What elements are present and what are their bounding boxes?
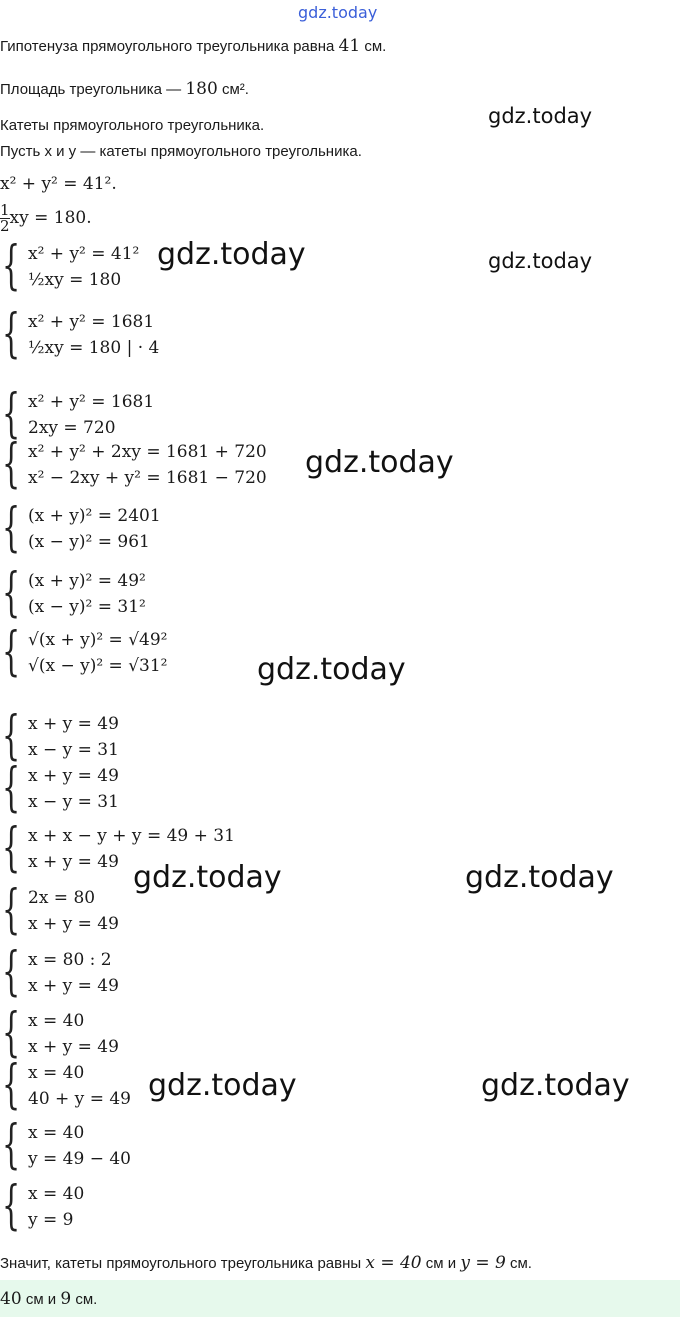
system-line: x² + y² = 41² [28, 244, 140, 264]
legs-title: Катеты прямоугольного треугольника. [0, 117, 265, 134]
hypotenuse-unit: см. [364, 38, 387, 55]
watermark: gdz.today [133, 860, 282, 895]
system-line: x = 40 [28, 1184, 85, 1204]
system-line: (x + y)² = 2401 [28, 506, 161, 526]
conclusion-unit-2: см. [509, 1255, 532, 1272]
system-brace: { [2, 622, 21, 682]
system-line: x² + y² = 1681 [28, 392, 155, 412]
system-line: ½xy = 180 | · 4 [28, 338, 160, 358]
equation-area-text: xy = 180. [9, 208, 92, 228]
answer-box [0, 1280, 680, 1317]
area-unit: см². [221, 81, 249, 98]
watermark: gdz.today [465, 860, 614, 895]
conclusion-unit-1: см и [425, 1255, 457, 1272]
let-statement: Пусть x и y — катеты прямоугольного треугольника. [0, 143, 362, 160]
system-brace: { [2, 706, 21, 766]
system-line: x − y = 31 [28, 740, 119, 760]
system-line: x = 40 [28, 1011, 85, 1031]
fraction-half: $\frac{1}{2}$ [0, 201, 10, 235]
system-brace: { [2, 1115, 21, 1175]
system-brace: { [2, 563, 21, 623]
system-line: x + x − y + y = 49 + 31 [28, 826, 235, 846]
conclusion-x: x = 40 [365, 1253, 422, 1273]
hypotenuse-line [0, 36, 386, 56]
answer-unit-2: см. [75, 1291, 98, 1308]
watermark: gdz.today [488, 104, 593, 128]
system-line: x² − 2xy + y² = 1681 − 720 [28, 468, 267, 488]
system-line: (x + y)² = 49² [28, 571, 146, 591]
watermark-top: gdz.today [298, 3, 378, 22]
system-brace: { [2, 434, 21, 494]
system-line: 40 + y = 49 [28, 1089, 131, 1109]
watermark: gdz.today [305, 445, 454, 480]
hypotenuse-text: Гипотенуза прямоугольного треугольника равна [0, 38, 335, 55]
hypotenuse-value: 41 [338, 36, 361, 56]
equation-area [0, 203, 92, 234]
system-line: ½xy = 180 [28, 270, 122, 290]
system-line: (x − y)² = 961 [28, 532, 150, 552]
system-line: √(x − y)² = √31² [28, 656, 168, 676]
system-line: x + y = 49 [28, 714, 119, 734]
system-line: x + y = 49 [28, 976, 119, 996]
conclusion-line [0, 1253, 532, 1273]
watermark: gdz.today [481, 1068, 630, 1103]
system-line: √(x + y)² = √49² [28, 630, 168, 650]
system-brace: { [2, 236, 21, 296]
system-line: y = 49 − 40 [28, 1149, 131, 1169]
system-line: x + y = 49 [28, 914, 119, 934]
system-brace: { [2, 1055, 21, 1115]
answer-line [0, 1289, 97, 1309]
conclusion-y: y = 9 [460, 1253, 506, 1273]
watermark: gdz.today [148, 1068, 297, 1103]
system-brace: { [2, 304, 21, 364]
system-line: x = 80 : 2 [28, 950, 112, 970]
area-line [0, 79, 249, 99]
watermark: gdz.today [488, 249, 593, 273]
watermark: gdz.today [157, 237, 306, 272]
system-line: x + y = 49 [28, 852, 119, 872]
system-brace: { [2, 498, 21, 558]
system-brace: { [2, 758, 21, 818]
answer-value-1: 40 [0, 1289, 22, 1309]
system-line: x = 40 [28, 1123, 85, 1143]
system-line: 2xy = 720 [28, 418, 116, 438]
system-brace: { [2, 942, 21, 1002]
system-brace: { [2, 818, 21, 878]
answer-value-2: 9 [60, 1289, 72, 1309]
system-line: x + y = 49 [28, 1037, 119, 1057]
system-line: y = 9 [28, 1210, 74, 1230]
area-value: 180 [185, 79, 218, 99]
system-line: x − y = 31 [28, 792, 119, 812]
system-line: x² + y² + 2xy = 1681 + 720 [28, 442, 267, 462]
system-line: x² + y² = 1681 [28, 312, 155, 332]
system-line: x + y = 49 [28, 766, 119, 786]
watermark: gdz.today [257, 652, 406, 687]
system-brace: { [2, 384, 21, 444]
system-line: (x − y)² = 31² [28, 597, 146, 617]
answer-unit-1: см и [25, 1291, 57, 1308]
equation-pythagoras: x² + y² = 41². [0, 174, 117, 194]
system-brace: { [2, 880, 21, 940]
system-line: x = 40 [28, 1063, 85, 1083]
system-brace: { [2, 1003, 21, 1063]
system-line: 2x = 80 [28, 888, 96, 908]
conclusion-text: Значит, катеты прямоугольного треугольника равны [0, 1255, 362, 1272]
system-brace: { [2, 1176, 21, 1236]
area-text: Площадь треугольника — [0, 81, 182, 98]
